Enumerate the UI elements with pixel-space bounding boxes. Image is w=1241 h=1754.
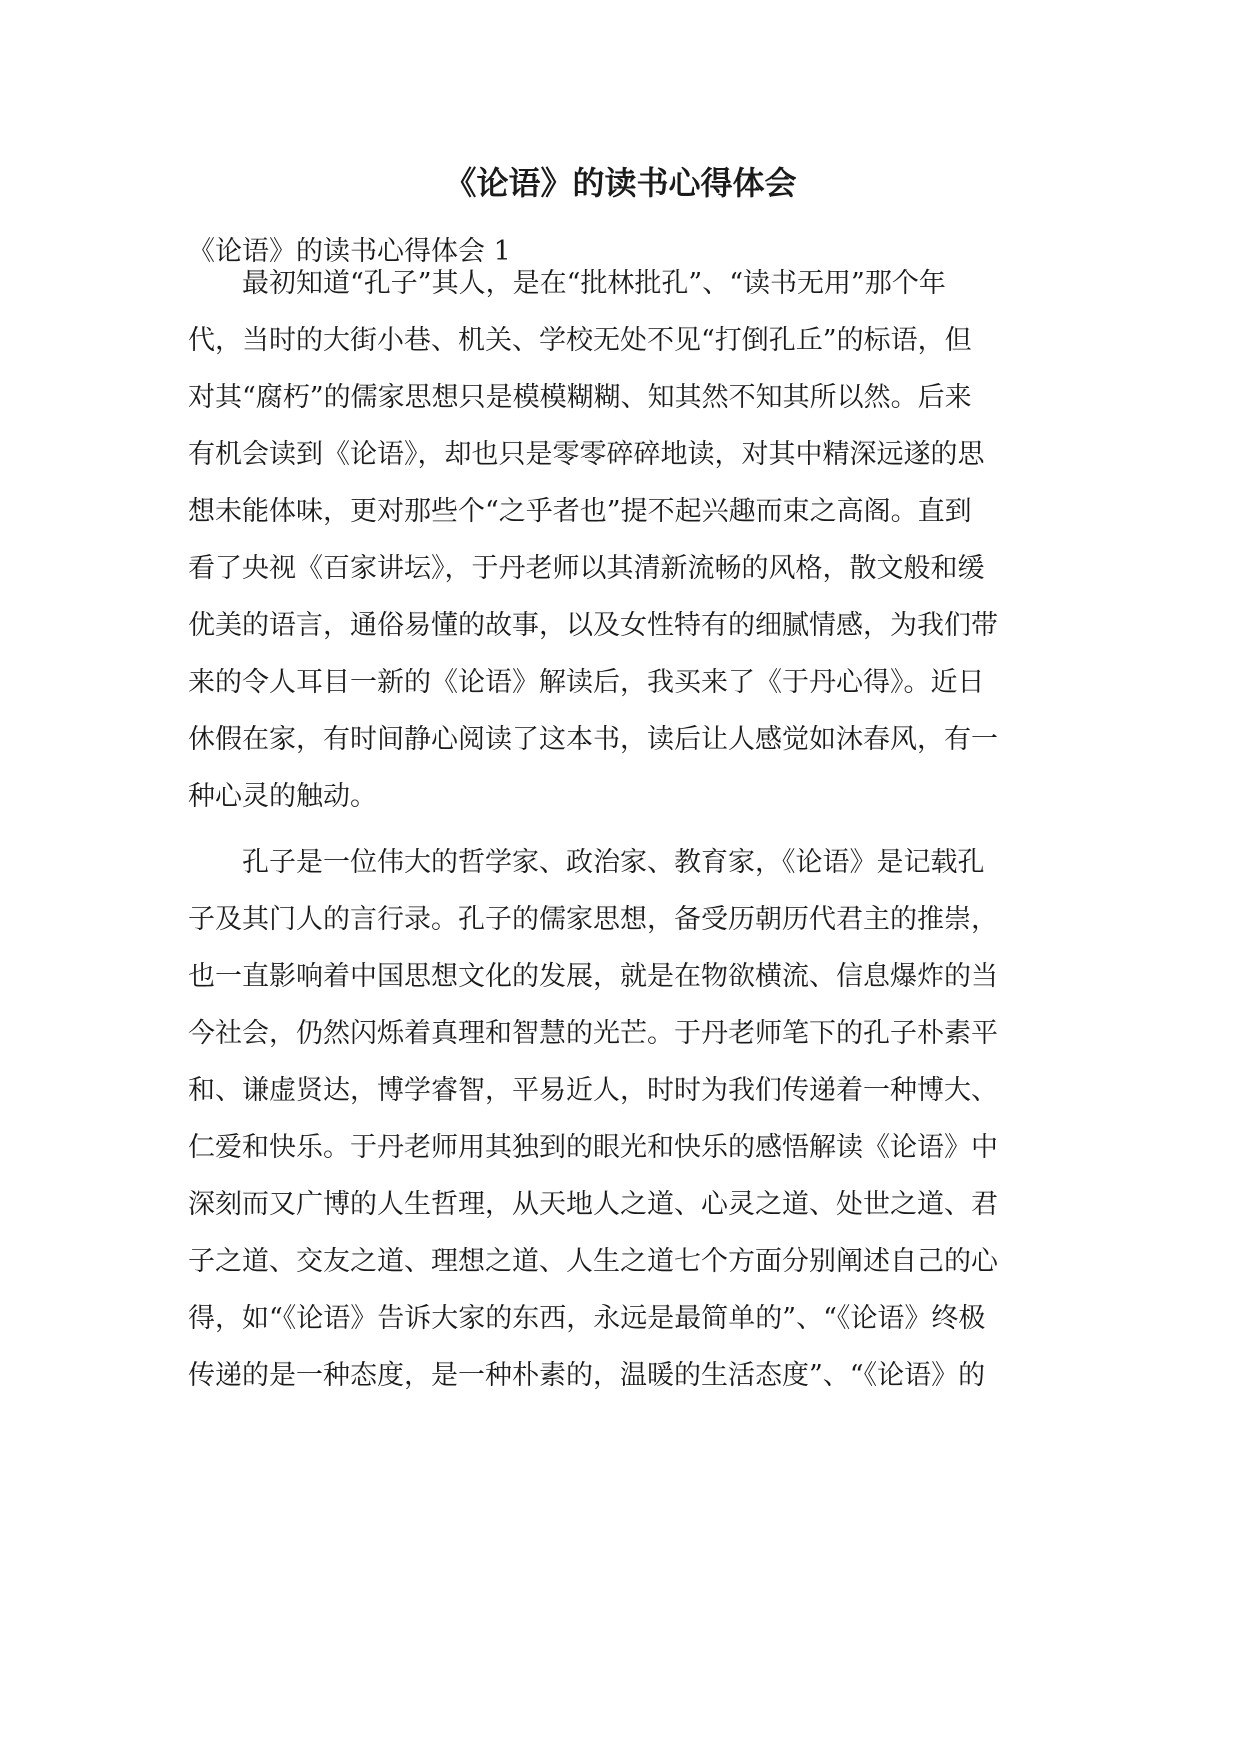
text-line: 想未能体味，更对那些个“之乎者也”提不起兴趣而束之高阁。直到	[188, 496, 972, 527]
text-line: 对其“腐朽”的儒家思想只是模模糊糊、知其然不知其所以然。后来	[188, 382, 972, 413]
text-line: 孔子是一位伟大的哲学家、政治家、教育家，《论语》是记载孔	[188, 847, 985, 878]
text-line: 最初知道“孔子”其人，是在“批林批孔”、“读书无用”那个年	[188, 268, 946, 299]
text-line: 深刻而又广博的人生哲理，从天地人之道、心灵之道、处世之道、君	[188, 1189, 998, 1220]
text-line: 代，当时的大街小巷、机关、学校无处不见“打倒孔丘”的标语，但	[188, 325, 972, 356]
text-line: 休假在家，有时间静心阅读了这本书，读后让人感觉如沐春风，有一	[188, 724, 998, 755]
text-line: 仁爱和快乐。于丹老师用其独到的眼光和快乐的感悟解读《论语》中	[188, 1132, 998, 1163]
text-line: 看了央视《百家讲坛》，于丹老师以其清新流畅的风格，散文般和缓	[188, 553, 985, 584]
text-line: 子及其门人的言行录。孔子的儒家思想，备受历朝历代君主的推崇，	[188, 904, 998, 935]
text-line: 传递的是一种态度，是一种朴素的，温暖的生活态度”、“《论语》的	[188, 1360, 986, 1391]
text-line: 种心灵的触动。	[188, 781, 377, 812]
section-heading: 《论语》的读书心得体会 1	[188, 236, 511, 267]
text-line: 子之道、交友之道、理想之道、人生之道七个方面分别阐述自己的心	[188, 1246, 998, 1277]
text-line: 得，如“《论语》告诉大家的东西，永远是最简单的”、“《论语》终极	[188, 1303, 986, 1334]
text-line: 来的令人耳目一新的《论语》解读后，我买来了《于丹心得》。近日	[188, 667, 985, 698]
text-line: 和、谦虚贤达，博学睿智，平易近人，时时为我们传递着一种博大、	[188, 1075, 998, 1106]
text-line: 有机会读到《论语》，却也只是零零碎碎地读，对其中精深远遂的思	[188, 439, 985, 470]
text-line: 也一直影响着中国思想文化的发展，就是在物欲横流、信息爆炸的当	[188, 961, 998, 992]
text-line: 今社会，仍然闪烁着真理和智慧的光芒。于丹老师笔下的孔子朴素平	[188, 1018, 998, 1049]
document-title: 《论语》的读书心得体会	[444, 164, 797, 202]
text-line: 优美的语言，通俗易懂的故事，以及女性特有的细腻情感，为我们带	[188, 610, 998, 641]
